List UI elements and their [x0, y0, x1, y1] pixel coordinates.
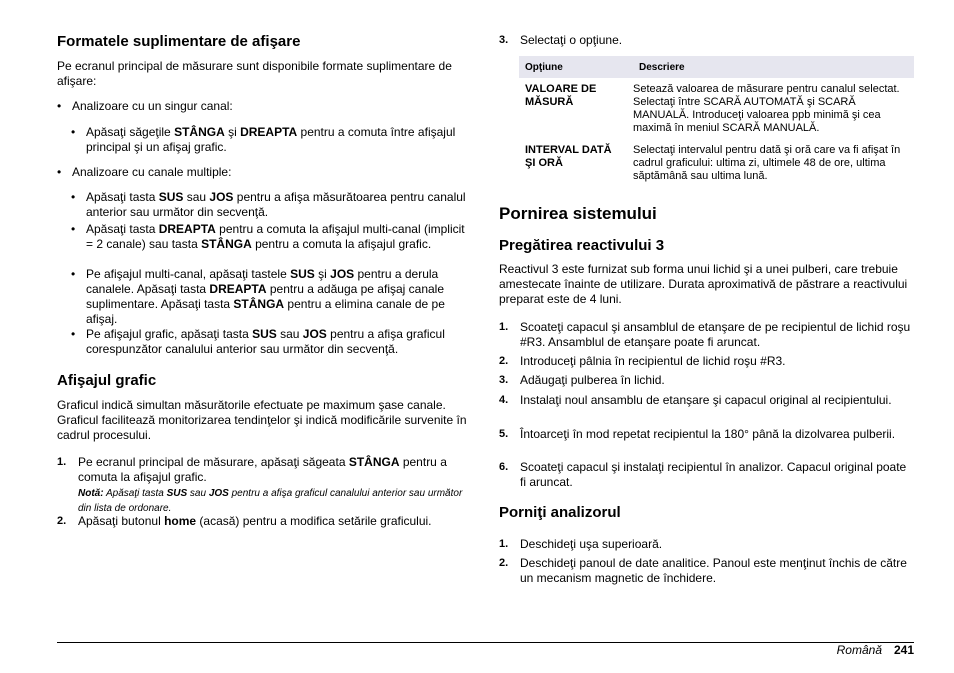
table-cell-description: Selectaţi intervalul pentru dată şi oră care va fi afişat în cadrul graficului: ultima zi, ultimele 48 de ore, ultima săptămână sau ultima lună. [633, 144, 901, 182]
paragraph-graph: Graficul indică simultan măsurătorile efectuate pe maximum şase canale. Graficul facilitează monitorizarea tendinţelor şi indică modificările survenite în cadrul procesului. [57, 398, 467, 442]
table-header-option: Opţiune [519, 56, 633, 78]
table-header-description: Descriere [633, 56, 914, 78]
table-cell-option: VALOARE DE MĂSURĂ [525, 83, 597, 108]
table-cell-description: Setează valoarea de măsurare pentru canalul selectat. Selectaţi între SCARĂ AUTOMATĂ şi SCARĂ MANUALĂ. Introduceţi valoarea ppb minimă şi cea maximă în meniul SCARĂ MANUALĂ. [633, 83, 900, 134]
note-graph: Notă: Apăsaţi tasta SUS sau JOS pentru a afişa graficul canalului anterior sau următor din lista de ordonare. [78, 488, 463, 514]
paragraph-formats-intro: Pe ecranul principal de măsurare sunt disponibile formate suplimentare de afişare: [57, 59, 452, 88]
options-table [519, 56, 914, 78]
table-header-row [519, 56, 914, 78]
footer-rule [57, 642, 914, 643]
heading-start-analyzer: Porniţi analizorul [499, 504, 621, 521]
heading-reagent-3: Pregătirea reactivului 3 [499, 237, 665, 254]
table-cell-option: INTERVAL DATĂ ŞI ORĂ [525, 144, 612, 169]
paragraph-reagent: Reactivul 3 este furnizat sub forma unui lichid şi a unei pulberi, care trebuie amestecate înainte de utilizare. Durata aproximativă de păstrare a reactivului preparat este de 4 luni. [499, 262, 908, 306]
page-number: 241 [893, 643, 914, 657]
footer-language: Română [836, 643, 882, 657]
heading-graph-display: Afişajul grafic [57, 372, 157, 389]
heading-system-startup: Pornirea sistemului [499, 204, 657, 223]
heading-additional-formats: Formatele suplimentare de afişare [57, 33, 301, 50]
